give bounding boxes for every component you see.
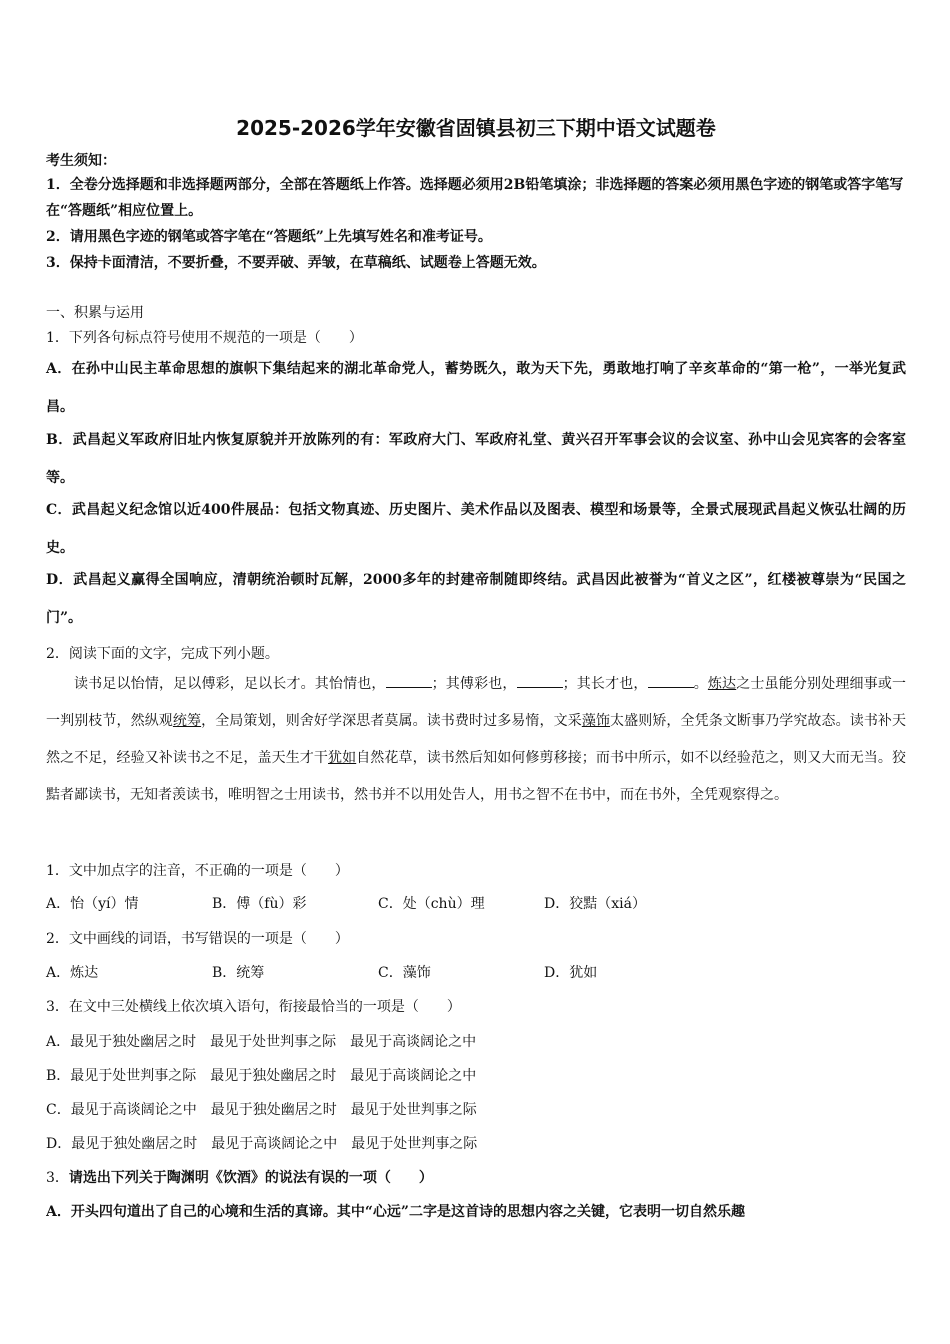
q2-sub1-option-d[interactable]: D．狡黠（xiá） <box>544 896 646 912</box>
q1-option-d: D．武昌起义赢得全国响应，清朝统治顿时瓦解，2000多年的封建帝制随即终结。武昌因此被誉为“首义之区”，红楼被尊崇为“民国之门”。 <box>46 572 906 626</box>
q2-sub3-option-b[interactable]: B．最见于处世判事之际 最见于独处幽居之时 最见于高谈阔论之中 <box>46 1068 477 1084</box>
page-title: 2025-2026学年安徽省固镇县初三下期中语文试题卷 <box>236 116 716 140</box>
q2-sub2-option-d[interactable]: D．犹如 <box>544 965 598 981</box>
q2-sub2-options <box>46 962 710 982</box>
q2-sub2-option-a[interactable]: A．炼达 <box>46 965 99 981</box>
q2-sub2-option-c[interactable]: C．藻饰 <box>378 965 431 981</box>
q2-sub3-stem: 3．在文中三处横线上依次填入语句，衔接最恰当的一项是（ ） <box>46 999 461 1015</box>
q1-option-c: C．武昌起义纪念馆以近400件展品：包括文物真迹、历史图片、美术作品以及图表、模型和场景等，全景式展现武昌起义恢弘壮阔的历史。 <box>46 502 906 556</box>
blank-1[interactable] <box>386 675 432 688</box>
q3-option-a[interactable]: A．开头四句道出了自己的心境和生活的真谛。其中“心远”二字是这首诗的思想内容之关键，它表明一切自然乐趣 <box>46 1204 745 1220</box>
underlined-word-1: 炼达 <box>707 676 737 692</box>
underlined-word-3: 藻饰 <box>581 713 611 729</box>
q2-sub3-option-a[interactable]: A．最见于独处幽居之时 最见于处世判事之际 最见于高谈阔论之中 <box>46 1034 477 1050</box>
q2-sub1-option-c[interactable]: C．处（chù）理 <box>378 896 485 912</box>
q2-sub3-option-d[interactable]: D．最见于独处幽居之时 最见于高谈阔论之中 最见于处世判事之际 <box>46 1136 478 1152</box>
q1-stem: 1．下列各句标点符号使用不规范的一项是（ ） <box>46 330 363 346</box>
q2-sub3-option-c[interactable]: C．最见于高谈阔论之中 最见于独处幽居之时 最见于处世判事之际 <box>46 1102 477 1118</box>
underlined-word-2: 统筹 <box>172 713 202 729</box>
notice-item-3: 3．保持卡面清洁，不要折叠，不要弄破、弄皱，在草稿纸、试题卷上答题无效。 <box>46 255 546 271</box>
q2-sub2-option-b[interactable]: B．统筹 <box>212 965 265 981</box>
notice-item-1: 1．全卷分选择题和非选择题两部分，全部在答题纸上作答。选择题必须用2B铅笔填涂；非选择题的答案必须用黑色字迹的钢笔或答字笔写在“答题纸”相应位置上。 <box>46 177 904 219</box>
section-heading: 一、积累与运用 <box>46 305 144 321</box>
blank-3[interactable] <box>648 675 694 688</box>
underlined-word-4: 犹如 <box>328 750 357 766</box>
notice-heading: 考生须知： <box>46 153 116 169</box>
blank-2[interactable] <box>517 675 563 688</box>
q1-option-a: A．在孙中山民主革命思想的旗帜下集结起来的湖北革命党人，蓄势既久，敢为天下先，勇敢地打响了辛亥革命的“第一枪”，一举光复武昌。 <box>46 361 906 415</box>
q2-sub1-option-b[interactable]: B．傅（fù）彩 <box>212 896 307 912</box>
reading-passage: 读书足以怡情，足以傅彩，足以长才。其怡情也， ；其傅彩也， ；其长才也， 。炼达之士虽能分别处理细事或一一判别枝节，然纵观统筹，全局策划，则舍好学深思者莫属。读书费时过多易惰，文采藻饰太盛则矫，全凭条文断事乃学究故态。读书补天然之不足，经验又补读书之不足，盖天生才干犹如自然花草，读书然后知如何修剪移接；而书中所示，如不以经验范之，则又大而无当。狡黠者鄙读书，无知者羡读书，唯明智之士用读书，然书并不以用处告人，用书之智不在书中，而在书外，全凭观察得之。 <box>46 676 907 803</box>
q2-sub2-stem: 2．文中画线的词语，书写错误的一项是（ ） <box>46 931 349 947</box>
q2-stem: 2．阅读下面的文字，完成下列小题。 <box>46 646 279 662</box>
q2-sub1-options <box>46 893 710 913</box>
notice-item-2: 2．请用黑色字迹的钢笔或答字笔在“答题纸”上先填写姓名和准考证号。 <box>46 229 492 245</box>
q2-sub1-stem: 1．文中加点字的注音，不正确的一项是（ ） <box>46 863 349 879</box>
q3-stem: 3．请选出下列关于陶渊明《饮酒》的说法有误的一项（ ） <box>46 1170 433 1186</box>
q1-option-b: B．武昌起义军政府旧址内恢复原貌并开放陈列的有：军政府大门、军政府礼堂、黄兴召开军事会议的会议室、孙中山会见宾客的会客室等。 <box>46 432 906 486</box>
q2-sub1-option-a[interactable]: A．怡（yí）情 <box>46 896 139 912</box>
